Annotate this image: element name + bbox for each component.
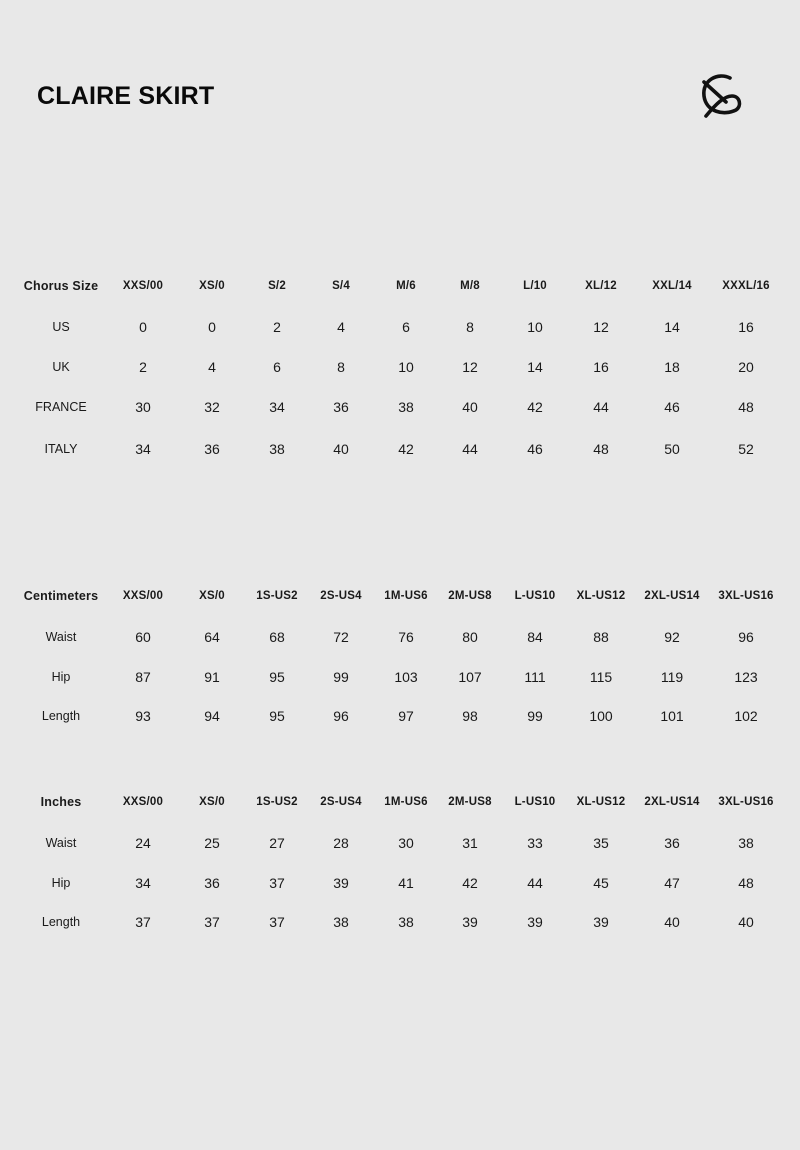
table-cell: 76 bbox=[398, 629, 414, 645]
table-cell: 0 bbox=[139, 319, 147, 335]
table-cell: 93 bbox=[135, 708, 151, 724]
table-cell: 68 bbox=[269, 629, 285, 645]
table-cell: 107 bbox=[458, 669, 482, 685]
table-cell: 28 bbox=[333, 835, 349, 851]
size-header-cell: 2M-US8 bbox=[448, 590, 492, 602]
size-header-cell: XL-US12 bbox=[576, 590, 626, 602]
table-cell: 47 bbox=[664, 875, 680, 891]
table-cell: 38 bbox=[398, 914, 414, 930]
table-cell: 4 bbox=[337, 319, 345, 335]
size-header-cell: XS/0 bbox=[199, 590, 225, 602]
table-cell: 37 bbox=[269, 875, 285, 891]
table-cell: 2 bbox=[139, 359, 147, 375]
table-cell: 111 bbox=[524, 669, 546, 685]
table-cell: 34 bbox=[135, 441, 151, 457]
table-cell: 30 bbox=[135, 399, 151, 415]
table-cell: 95 bbox=[269, 708, 285, 724]
row-label: Length bbox=[41, 915, 81, 929]
size-header-cell: 2XL-US14 bbox=[644, 796, 700, 808]
table-cell: 14 bbox=[664, 319, 680, 335]
table-cell: 94 bbox=[204, 708, 220, 724]
table-cell: 0 bbox=[208, 319, 216, 335]
table-cell: 42 bbox=[527, 399, 543, 415]
size-header-cell: 1M-US6 bbox=[384, 590, 428, 602]
size-header-cell: XXXL/16 bbox=[722, 280, 770, 292]
table-row bbox=[0, 387, 800, 427]
table-cell: 103 bbox=[394, 669, 418, 685]
size-header-cell: 3XL-US16 bbox=[718, 796, 774, 808]
row-label: FRANCE bbox=[35, 400, 87, 414]
table-cell: 10 bbox=[398, 359, 414, 375]
table-cell: 52 bbox=[738, 441, 754, 457]
table-cell: 36 bbox=[204, 875, 220, 891]
row-label: Length bbox=[41, 709, 81, 723]
table-cell: 34 bbox=[269, 399, 285, 415]
size-header-cell: S/2 bbox=[268, 280, 286, 292]
table-cell: 97 bbox=[398, 708, 414, 724]
size-header-cell: XL/12 bbox=[585, 280, 617, 292]
table-cell: 92 bbox=[664, 629, 680, 645]
table-cell: 46 bbox=[664, 399, 680, 415]
table-row bbox=[0, 696, 800, 736]
table-cell: 24 bbox=[135, 835, 151, 851]
table-cell: 38 bbox=[738, 835, 754, 851]
table-cell: 96 bbox=[738, 629, 754, 645]
table-cell: 40 bbox=[333, 441, 349, 457]
table-cell: 48 bbox=[738, 875, 754, 891]
table-cell: 20 bbox=[738, 359, 754, 375]
table-cell: 87 bbox=[135, 669, 151, 685]
table-cell: 8 bbox=[466, 319, 474, 335]
row-label: ITALY bbox=[44, 442, 78, 456]
size-header-cell: 2S-US4 bbox=[320, 796, 362, 808]
table-row bbox=[0, 823, 800, 863]
size-header-cell: 3XL-US16 bbox=[718, 590, 774, 602]
table-cell: 91 bbox=[204, 669, 220, 685]
size-header-cell: L-US10 bbox=[514, 590, 556, 602]
table-cell: 44 bbox=[527, 875, 543, 891]
table-cell: 25 bbox=[204, 835, 220, 851]
size-header-cell: XS/0 bbox=[199, 796, 225, 808]
table-cell: 101 bbox=[660, 708, 684, 724]
table-cell: 119 bbox=[660, 669, 684, 685]
table-cell: 39 bbox=[333, 875, 349, 891]
table-cell: 34 bbox=[135, 875, 151, 891]
size-header-cell: XXS/00 bbox=[122, 280, 164, 292]
table-cell: 2 bbox=[273, 319, 281, 335]
table-row bbox=[0, 347, 800, 387]
table-cell: 35 bbox=[593, 835, 609, 851]
table-cell: 12 bbox=[462, 359, 478, 375]
table-cell: 39 bbox=[593, 914, 609, 930]
size-header-cell: 1S-US2 bbox=[256, 590, 298, 602]
table-cell: 30 bbox=[398, 835, 414, 851]
table-cell: 33 bbox=[527, 835, 543, 851]
table-cell: 99 bbox=[333, 669, 349, 685]
table-row bbox=[0, 863, 800, 903]
size-header-cell: 1M-US6 bbox=[384, 796, 428, 808]
table-cell: 100 bbox=[589, 708, 613, 724]
table-cell: 99 bbox=[527, 708, 543, 724]
table-header-row bbox=[0, 782, 800, 822]
table-header-label: Centimeters bbox=[23, 589, 99, 603]
table-cell: 50 bbox=[664, 441, 680, 457]
row-label: Hip bbox=[51, 876, 71, 890]
table-cell: 36 bbox=[204, 441, 220, 457]
table-cell: 37 bbox=[269, 914, 285, 930]
size-header-cell: XL-US12 bbox=[576, 796, 626, 808]
table-cell: 41 bbox=[398, 875, 414, 891]
table-cell: 6 bbox=[402, 319, 410, 335]
table-cell: 45 bbox=[593, 875, 609, 891]
size-header-cell: 2S-US4 bbox=[320, 590, 362, 602]
table-cell: 39 bbox=[462, 914, 478, 930]
table-row bbox=[0, 657, 800, 697]
table-cell: 16 bbox=[738, 319, 754, 335]
table-cell: 6 bbox=[273, 359, 281, 375]
table-cell: 4 bbox=[208, 359, 216, 375]
table-row bbox=[0, 429, 800, 469]
table-cell: 16 bbox=[593, 359, 609, 375]
table-cell: 40 bbox=[664, 914, 680, 930]
size-header-cell: M/6 bbox=[396, 280, 416, 292]
table-cell: 98 bbox=[462, 708, 478, 724]
row-label: UK bbox=[52, 360, 70, 374]
table-cell: 38 bbox=[269, 441, 285, 457]
size-header-cell: L/10 bbox=[523, 280, 547, 292]
table-cell: 31 bbox=[462, 835, 478, 851]
table-cell: 44 bbox=[593, 399, 609, 415]
page-title: CLAIRE SKIRT bbox=[37, 82, 215, 110]
size-header-cell: S/4 bbox=[332, 280, 350, 292]
row-label: Hip bbox=[51, 670, 71, 684]
table-cell: 48 bbox=[738, 399, 754, 415]
table-cell: 42 bbox=[462, 875, 478, 891]
table-cell: 37 bbox=[204, 914, 220, 930]
table-cell: 39 bbox=[527, 914, 543, 930]
table-cell: 72 bbox=[333, 629, 349, 645]
table-cell: 37 bbox=[135, 914, 151, 930]
table-row bbox=[0, 902, 800, 942]
table-cell: 32 bbox=[204, 399, 220, 415]
size-header-cell: 2XL-US14 bbox=[644, 590, 700, 602]
table-cell: 123 bbox=[734, 669, 758, 685]
size-header-cell: XXS/00 bbox=[122, 796, 164, 808]
size-header-cell: XXS/00 bbox=[122, 590, 164, 602]
table-cell: 48 bbox=[593, 441, 609, 457]
table-cell: 80 bbox=[462, 629, 478, 645]
table-cell: 64 bbox=[204, 629, 220, 645]
table-header-label: Inches bbox=[40, 795, 82, 809]
table-cell: 60 bbox=[135, 629, 151, 645]
size-header-cell: XS/0 bbox=[199, 280, 225, 292]
table-cell: 40 bbox=[462, 399, 478, 415]
table-cell: 40 bbox=[738, 914, 754, 930]
table-cell: 36 bbox=[333, 399, 349, 415]
size-header-cell: XXL/14 bbox=[652, 280, 692, 292]
table-row bbox=[0, 307, 800, 347]
table-cell: 46 bbox=[527, 441, 543, 457]
size-header-cell: M/8 bbox=[460, 280, 480, 292]
table-cell: 14 bbox=[527, 359, 543, 375]
table-cell: 36 bbox=[664, 835, 680, 851]
table-cell: 102 bbox=[734, 708, 758, 724]
size-header-cell: L-US10 bbox=[514, 796, 556, 808]
table-cell: 115 bbox=[589, 669, 613, 685]
table-header-row bbox=[0, 266, 800, 306]
table-cell: 38 bbox=[398, 399, 414, 415]
table-cell: 27 bbox=[269, 835, 285, 851]
table-cell: 44 bbox=[462, 441, 478, 457]
row-label: Waist bbox=[45, 836, 77, 850]
table-row bbox=[0, 617, 800, 657]
table-header-label: Chorus Size bbox=[23, 279, 99, 293]
row-label: Waist bbox=[45, 630, 77, 644]
table-cell: 12 bbox=[593, 319, 609, 335]
table-cell: 96 bbox=[333, 708, 349, 724]
table-cell: 88 bbox=[593, 629, 609, 645]
table-cell: 8 bbox=[337, 359, 345, 375]
table-cell: 10 bbox=[527, 319, 543, 335]
row-label: US bbox=[52, 320, 70, 334]
table-cell: 84 bbox=[527, 629, 543, 645]
table-cell: 42 bbox=[398, 441, 414, 457]
table-cell: 18 bbox=[664, 359, 680, 375]
table-cell: 38 bbox=[333, 914, 349, 930]
table-header-row bbox=[0, 576, 800, 616]
size-header-cell: 2M-US8 bbox=[448, 796, 492, 808]
table-cell: 95 bbox=[269, 669, 285, 685]
brand-logo-icon bbox=[696, 72, 744, 124]
size-header-cell: 1S-US2 bbox=[256, 796, 298, 808]
